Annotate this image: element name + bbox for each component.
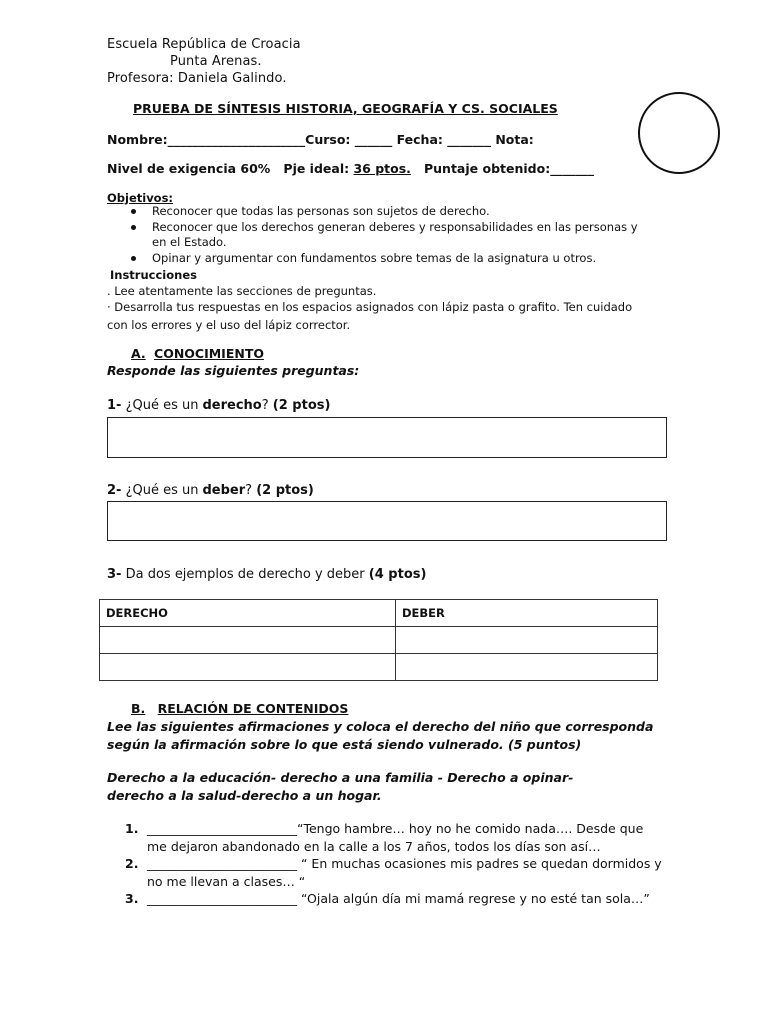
grade-circle [638,92,720,174]
question-3 [107,567,426,582]
exigencia-label: Nivel de exigencia 60% [107,161,271,176]
table-cell[interactable] [100,654,396,681]
table-cell[interactable] [396,654,658,681]
section-a-heading [131,346,264,361]
instruction-line-1: . Lee atentamente las secciones de preguntas. [107,284,377,298]
section-b-letter: B. [131,701,146,716]
question-1-key: derecho [202,398,262,413]
table-header-derecho: DERECHO [100,600,396,627]
item-text: ________________________ “ En muchas ocasiones mis padres se quedan dormidos y no me llevan a clases… “ [147,856,662,889]
question-3-text: Da dos ejemplos de derecho y deber [125,567,365,582]
table-row [100,654,658,681]
table-header-row [100,600,658,627]
page-title: PRUEBA DE SÍNTESIS HISTORIA, GEOGRAFÍA Y CS. SOCIALES [133,101,558,116]
section-a-letter: A. [131,346,146,361]
item-number: 1. [125,821,139,836]
section-a-title: CONOCIMIENTO [154,346,264,361]
question-2-points: (2 ptos) [256,483,314,498]
question-2-post: ? [245,483,253,498]
table-header-deber: DEBER [396,600,658,627]
answer-box-1[interactable] [107,417,667,458]
question-1-post: ? [261,398,269,413]
item-text: ________________________ “Ojala algún día mi mamá regrese y no esté tan sola…” [147,891,650,906]
question-2-key: deber [202,483,246,498]
section-b-heading [131,701,348,716]
question-2-pre: ¿Qué es un [125,483,199,498]
pje-ideal-value: 36 ptos. [353,161,411,176]
question-1-number: 1- [107,398,122,413]
question-2 [107,483,314,498]
student-info-line: Nombre:______________________Curso: ______ Fecha: _______ Nota: [107,132,534,147]
school-name: Escuela República de Croacia [107,37,301,52]
question-1-pre: ¿Qué es un [125,398,199,413]
item-text: ________________________“Tengo hambre… hoy no he comido nada…. Desde que me dejaron abandonado en la calle a los 7 años, todos los días son así… [147,821,644,854]
list-item [106,890,666,908]
question-2-number: 2- [107,483,122,498]
puntaje-obtenido: Puntaje obtenido:_______ [424,161,594,176]
table-row [100,627,658,654]
section-b-title: RELACIÓN DE CONTENIDOS [157,701,349,716]
list-item [106,855,666,890]
question-3-points: (4 ptos) [368,567,427,582]
objective-item: Opinar y argumentar con fundamentos sobre temas de la asignatura u otros. [124,251,644,267]
section-b-instruction: Lee las siguientes afirmaciones y coloca el derecho del niño que corresponda según la afirmación sobre lo que está siendo vulnerado. (5 puntos) [107,719,654,752]
question-1 [107,398,330,413]
score-info-line [107,161,594,176]
question-3-number: 3- [107,567,122,582]
pje-ideal-label: Pje ideal: [283,161,350,176]
teacher-name: Profesora: Daniela Galindo. [107,71,287,86]
list-item [106,820,666,855]
objectives-list [124,204,644,266]
item-number: 2. [125,856,139,871]
item-number: 3. [125,891,139,906]
table-cell[interactable] [100,627,396,654]
city-name: Punta Arenas. [170,54,262,69]
objective-item: Reconocer que todas las personas son sujetos de derecho. [124,204,644,220]
objectives-heading: Objetivos: [107,191,174,205]
instructions-heading: Instrucciones [110,268,197,282]
objective-item: Reconocer que los derechos generan deberes y responsabilidades en las personas y en el Estado. [124,220,644,251]
question-1-points: (2 ptos) [272,398,331,413]
table-cell[interactable] [396,627,658,654]
rights-list: Derecho a la educación- derecho a una familia - Derecho a opinar- derecho a la salud-derecho a un hogar. [107,770,574,803]
instruction-line-2: · Desarrolla tus respuestas en los espacios asignados con lápiz pasta o grafito. Ten cuidado con los errores y el uso del lápiz corrector. [107,300,633,332]
rights-duties-table [99,599,658,681]
statements-list [106,820,666,908]
answer-box-2[interactable] [107,501,667,541]
section-a-subtitle: Responde las siguientes preguntas: [107,363,360,378]
